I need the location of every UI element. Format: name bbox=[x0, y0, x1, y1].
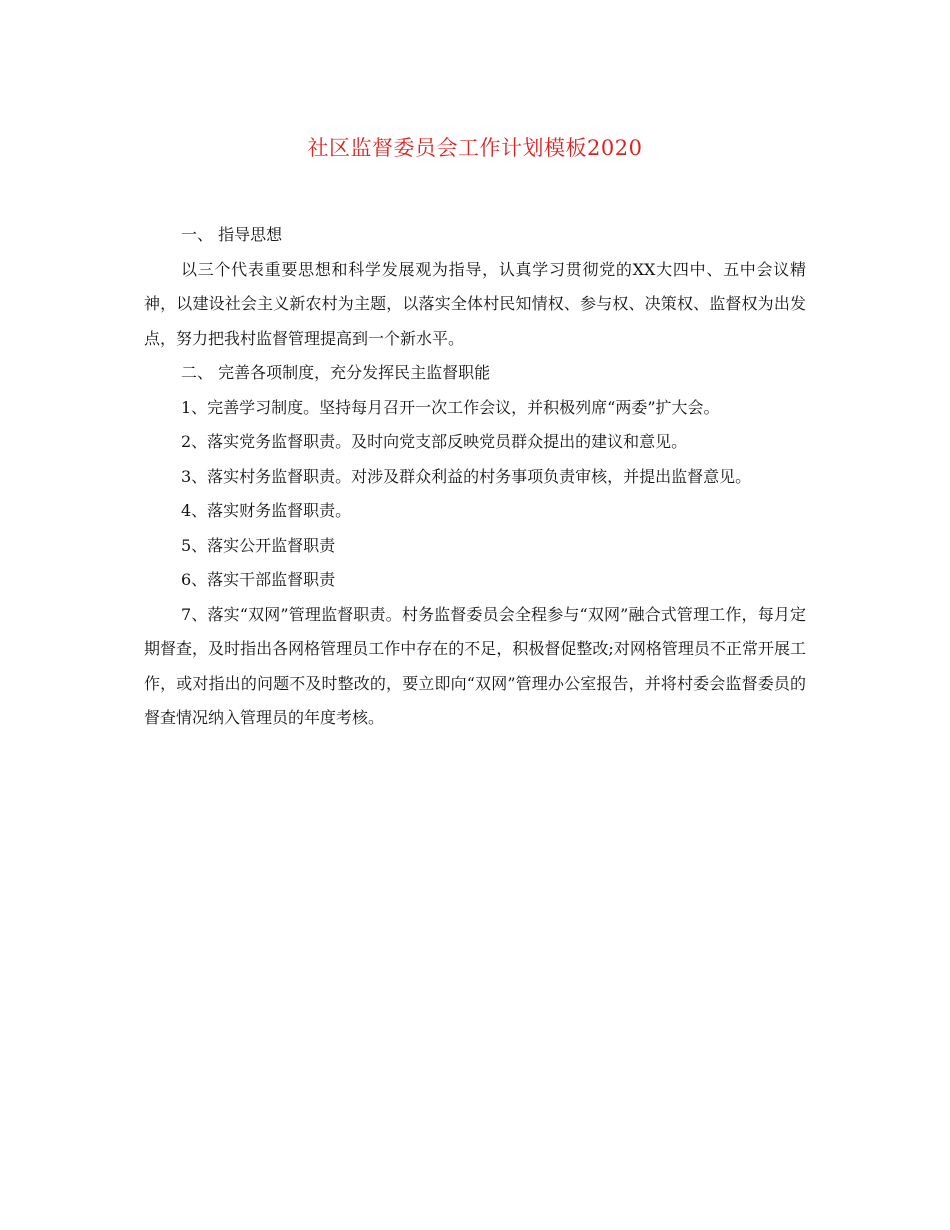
paragraph-guiding-thought: 以三个代表重要思想和科学发展观为指导，认真学习贯彻党的XX大四中、五中会议精神，以建设社会主义新农村为主题，以落实全体村民知情权、参与权、决策权、监督权为出发点，努力把我村监督管理提高到一个新水平。 bbox=[144, 259, 806, 348]
section-heading-improve-systems: 二、 完善各项制度，充分发挥民主监督职能 bbox=[181, 363, 491, 382]
list-item-cadre: 6、落实干部监督职责 bbox=[181, 570, 336, 589]
list-item-village-affairs: 3、落实村务监督职责。对涉及群众利益的村务事项负责审核，并提出监督意见。 bbox=[181, 466, 752, 486]
list-item-study-system: 1、完善学习制度。坚持每月召开一次工作会议，并积极列席“两委”扩大会。 bbox=[181, 397, 720, 417]
section-heading-guiding-thought: 一、 指导思想 bbox=[181, 225, 283, 244]
list-item-party-affairs: 2、落实党务监督职责。及时向党支部反映党员群众提出的建议和意见。 bbox=[181, 432, 688, 451]
document-title: 社区监督委员会工作计划模板2020 bbox=[307, 136, 643, 160]
list-item-disclosure: 5、落实公开监督职责 bbox=[181, 535, 336, 555]
document-body bbox=[144, 218, 806, 736]
list-item-dual-network: 7、落实“双网”管理监督职责。村务监督委员会全程参与“双网”融合式管理工作，每月定期督查，及时指出各网格管理员工作中存在的不足，积极督促整改;对网格管理员不正常开展工作，或对指出的问题不及时整改的，要立即向“双网”管理办公室报告，并将村委会监督委员的督查情况纳入管理员的年度考核。 bbox=[144, 604, 806, 727]
list-item-finance: 4、落实财务监督职责。 bbox=[181, 501, 352, 520]
